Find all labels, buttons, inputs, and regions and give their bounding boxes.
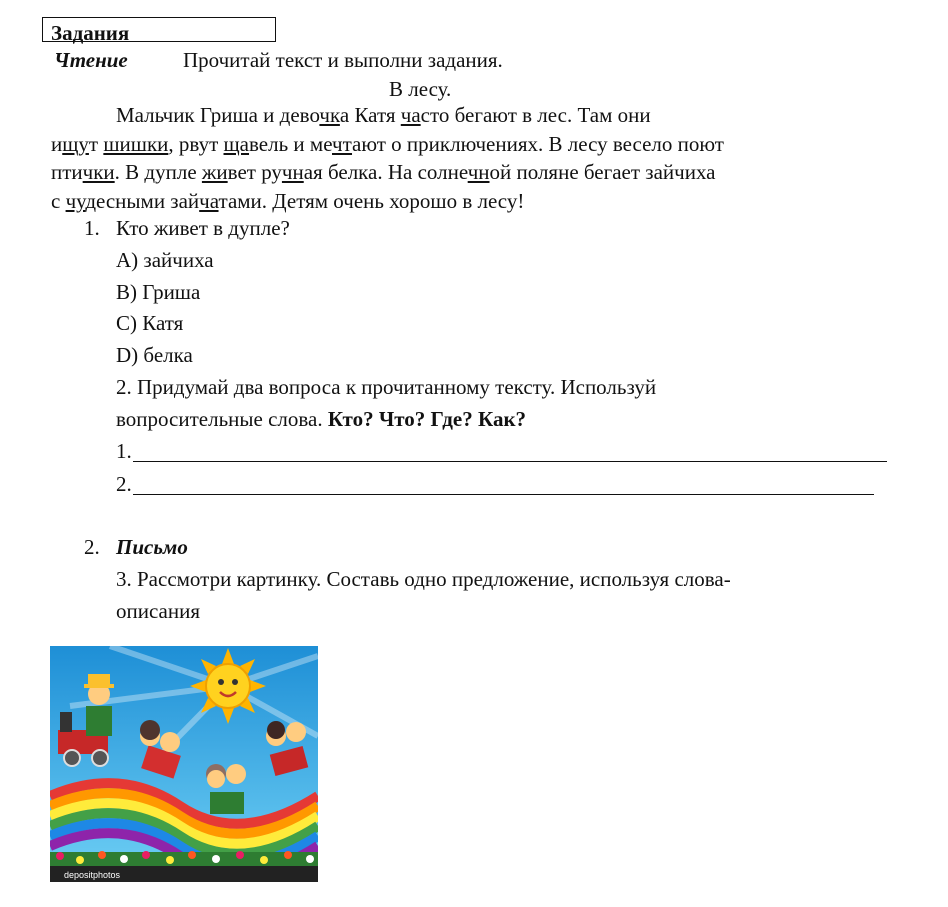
story-line-2 [51, 134, 724, 155]
story-segment: вет ру [227, 160, 282, 184]
question-1-text: Кто живет в дупле? [116, 216, 290, 240]
question-words: Кто? Что? Где? Как? [327, 407, 527, 431]
option-a: A) зайчиха [116, 248, 214, 272]
reading-label: Чтение [54, 48, 128, 72]
writing-label: Письмо [116, 535, 188, 559]
story-segment: тами. Детям очень хорошо в лесу! [218, 189, 525, 213]
question-1-number: 1. [84, 216, 100, 240]
watermark-text: depositphotos [64, 870, 121, 880]
story-segment: , рвут [168, 132, 224, 156]
writing-task-line-2: описания [116, 599, 201, 623]
reading-instruction: Прочитай текст и выполни задания. [183, 48, 503, 72]
underlined-letters: жи [201, 160, 228, 184]
underlined-letters: чт [332, 132, 353, 156]
story-segment: . В дупле [114, 160, 202, 184]
underlined-letters: чу [65, 189, 86, 213]
underlined-letters: чки [82, 160, 115, 184]
story-segment: Мальчик Гриша и дево [116, 103, 320, 127]
tasks-title: Задания [51, 21, 130, 45]
story-segment: и [51, 132, 63, 156]
story-segment: пти [51, 160, 83, 184]
underlined-letters: ща [223, 132, 250, 156]
question-2-text: 2. Придумай два вопроса к прочитанному тексту. Используй [116, 375, 657, 399]
underlined-letters: чн [467, 160, 490, 184]
story-title: В лесу. [389, 77, 452, 101]
answer-2-label: 2. [116, 472, 132, 496]
story-segment: ой поляне бегает зайчиха [489, 160, 716, 184]
story-segment: ают о приключениях. В лесу весело поют [352, 132, 724, 156]
story-segment: ая белка. На солне [303, 160, 468, 184]
underlined-letters: чн [281, 160, 304, 184]
cartoon-train-illustration [50, 646, 318, 882]
sun-icon [190, 648, 266, 724]
story-segment: т [88, 132, 104, 156]
question-2-text-continued [116, 409, 526, 430]
answer-1-line[interactable] [133, 461, 887, 462]
option-b: B) Гриша [116, 280, 201, 304]
story-line-3 [51, 162, 716, 183]
story-segment: десными зай [85, 189, 200, 213]
underlined-letters: чк [319, 103, 340, 127]
story-line-1 [116, 105, 651, 126]
underlined-letters: шишки [103, 132, 169, 156]
underlined-letters: щу [62, 132, 89, 156]
cartoon-train-picture [50, 646, 318, 882]
writing-number: 2. [84, 535, 100, 559]
question-2-prefix: вопросительные слова. [116, 407, 328, 431]
story-segment: сто бегают в лес. Там они [420, 103, 651, 127]
writing-task-line-1: 3. Рассмотри картинку. Составь одно предложение, используя слова- [116, 567, 731, 591]
answer-1-label: 1. [116, 439, 132, 463]
underlined-letters: ча [199, 189, 219, 213]
option-d: D) белка [116, 343, 193, 367]
story-line-4 [51, 191, 524, 212]
answer-2-line[interactable] [133, 494, 874, 495]
story-segment: а Катя [339, 103, 401, 127]
story-segment: с [51, 189, 66, 213]
tasks-title-box [42, 17, 276, 45]
underlined-letters: ча [400, 103, 421, 127]
option-c: C) Катя [116, 311, 184, 335]
story-segment: вель и ме [249, 132, 333, 156]
